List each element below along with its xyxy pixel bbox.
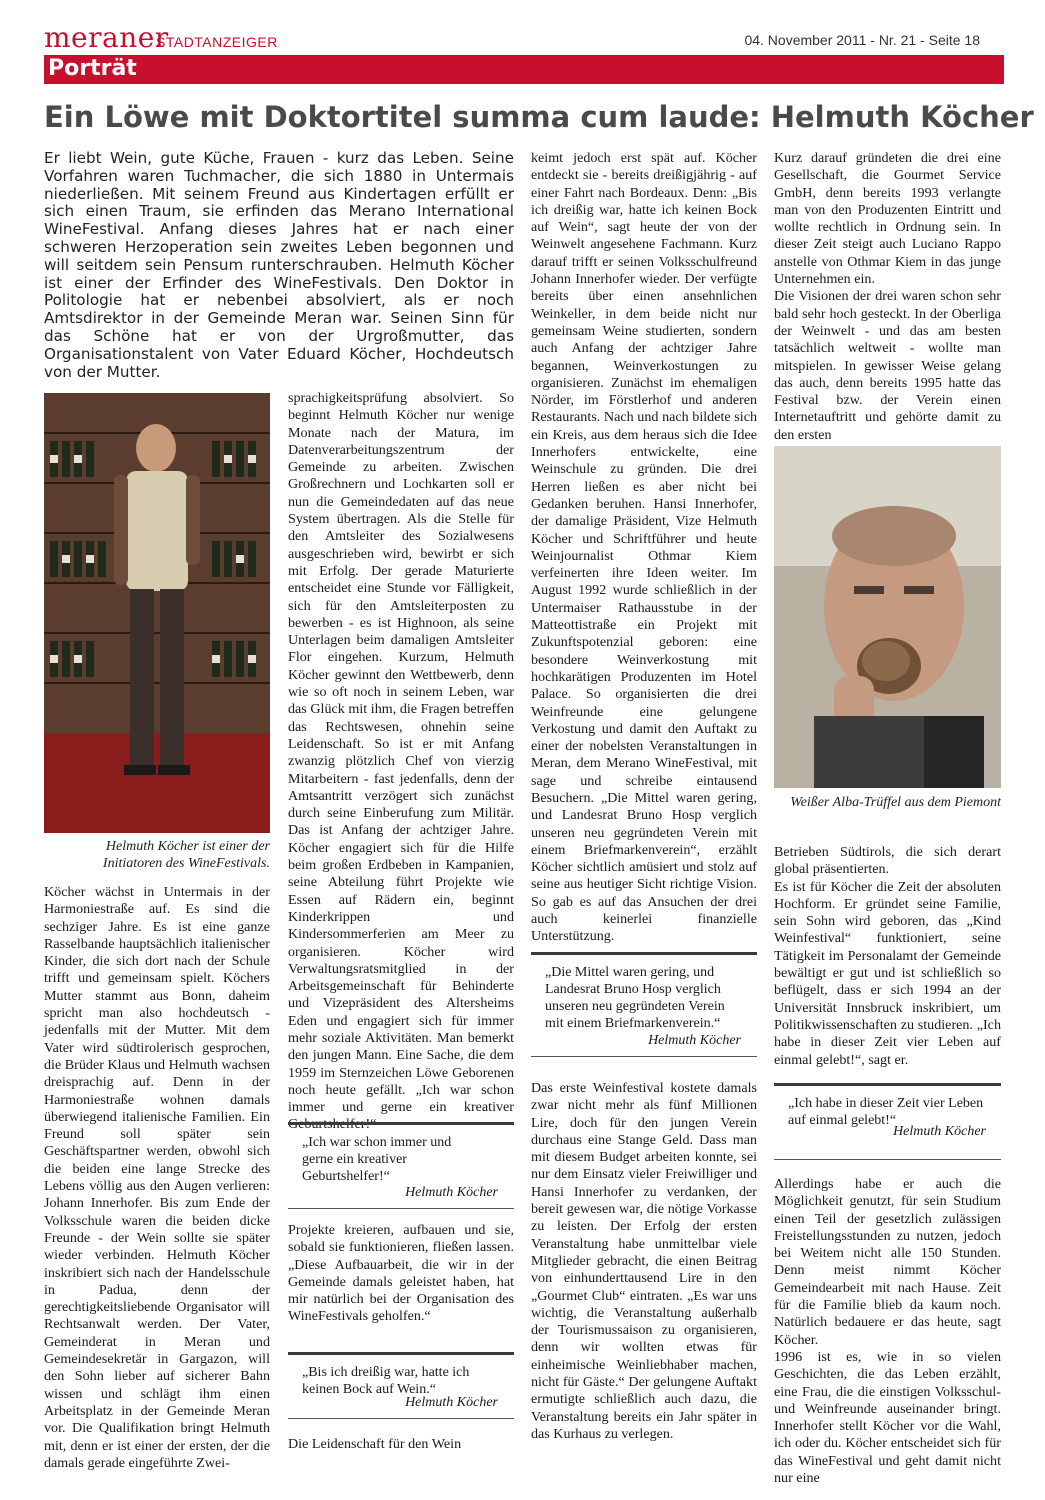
- quote-bottom-rule: [288, 1208, 514, 1209]
- quote-top-rule: [288, 1352, 514, 1355]
- photo-helmuth-wine-shop: [44, 393, 270, 833]
- headline: Ein Löwe mit Doktortitel summa cum laude: Helmuth Köcher: [44, 100, 1034, 134]
- article-column-2b: [288, 1222, 514, 1326]
- article-column-2: [288, 390, 514, 1134]
- photo-caption-right: Weißer Alba-Trüffel aus dem Piemont: [790, 795, 1001, 810]
- quote-bottom-rule: [288, 1418, 514, 1419]
- photo-truffle: [774, 446, 1001, 788]
- article-column-2c: [288, 1436, 514, 1453]
- col4-paragraph-1: Kurz darauf gründeten die drei eine Gesellschaft, die Gourmet Service GmbH, denn bereits 1993 verlangte man von den Produzenten Eintritt und wollte rechtlich in Ordnung sein. In dieser Zeit steigt auch Luciano Rappo anstelle von Othmar Kiem in das junge Unternehmen ein.: [774, 150, 1001, 288]
- col4-paragraph-3: Betrieben Südtirols, die sich derart global präsentierten.: [774, 844, 1001, 878]
- pull-quote-4: [774, 1083, 1001, 1173]
- pull-quote-1: [288, 1122, 514, 1212]
- quote-author: Helmuth Köcher: [405, 1395, 498, 1410]
- section-bar: [44, 55, 1004, 84]
- article-column-3: [531, 150, 757, 946]
- quote-bottom-rule: [774, 1159, 1001, 1160]
- article-column-4c: [774, 1176, 1001, 1487]
- quote-top-rule: [288, 1122, 514, 1125]
- quote-author: Helmuth Köcher: [405, 1185, 498, 1200]
- article-column-1: [44, 884, 270, 1472]
- col1-paragraph: Köcher wächst in Untermais in der Harmoniestraße auf. Es sind die sechziger Jahre. Es ist eine ganze Rasselbande hauptsächlich italienischer Kinder, die sich dort nach der Schule trifft und gemeinsam spielt. Köchers Mutter stammt aus Bonn, daheim spricht man also hochdeutsch - jedenfalls mit der Mutter. Mit dem Vater wird südtirolerisch gesprochen, die Brüder Klaus und Helmuth wachsen dreisprachig auf. Denn in der Harmoniestraße wohnen damals überwiegend italienische Familien. Ein Freund soll später sein Geschäftspartner werden, obwohl sich die beiden eine lange Strecke des Lebens völlig aus den Augen verlieren: Johann Innerhofer. Bis zum Ende der Volksschule waren die beiden dicke Freunde - der Wein sollte sie später wieder verbinden. Helmuth Köcher inskribiert sich nach der Handelsschule in Padua, denn der gerechtigkeitsliebende Organisator will Rechtsanwalt werden. Der Vater, Gemeinderat in Meran und Gemeindesekretär in Gargazon, will den Sohn lieber auf sicherer Bahn wissen und schlägt ihm einen Arbeitsplatz in der Gemeinde Meran vor. Die Qualifikation bringt Helmuth mit, denn er ist einer der ersten, der die damals gerade eingeführte Zwei-: [44, 884, 270, 1471]
- quote-author: Helmuth Köcher: [648, 1033, 741, 1048]
- col4-paragraph-2: Die Visionen der drei waren schon sehr bald sehr hoch gesteckt. In der Oberliga der Weinwelt - und das am besten tatsächlich weltweit - wollte man mitspielen. In gewisser Weise gelang das auch, denn bereits 1995 hatte das Festival bzw. der Verein einen Internetauftritt und gehörte damit zu den ersten: [774, 288, 1001, 443]
- quote-top-rule: [774, 1083, 1001, 1086]
- quote-text: „Ich habe in dieser Zeit vier Leben auf einmal gelebt!“: [788, 1096, 984, 1128]
- quote-bottom-rule: [531, 1056, 757, 1057]
- col2-paragraph-3: Die Leidenschaft für den Wein: [288, 1436, 462, 1452]
- quote-text: „Bis ich dreißig war, hatte ich keinen Bock auf Wein.“: [302, 1365, 470, 1397]
- quote-author: Helmuth Köcher: [893, 1124, 986, 1139]
- pull-quote-2: [288, 1352, 514, 1422]
- quote-text: „Ich war schon immer und gerne ein kreativer Geburtshelfer!“: [302, 1135, 452, 1184]
- article-column-4b: [774, 844, 1001, 1069]
- masthead-logo: meraner: [44, 21, 169, 54]
- lead-paragraph: Er liebt Wein, gute Küche, Frauen - kurz das Leben. Seine Vorfahren waren Tuchmacher, die sich 1880 in Untermais niederließen. Mit seinem Freund aus Kindertagen erfüllt er sich einen Traum, sie erfinden das Merano International WineFestival. Anfang dieses Jahres hat er nach einer schweren Herzoperation sein zweites Leben begonnen und will seitdem sein Pensum runterschrauben. Helmuth Köcher ist einer der Erfinder des WineFestivals. Den Doktor in Politologie hat er nebenbei absolviert, als er noch Amtsdirektor in der Gemeinde Meran war. Seinen Sinn für das Schöne hat er von der Urgroßmutter, das Organisationstalent von Vater Eduard Köcher, Hochdeutsch von der Mutter.: [44, 149, 514, 381]
- masthead: [44, 21, 1004, 54]
- col2-paragraph-2: Projekte kreieren, aufbauen und sie, sobald sie funktionieren, fließen lassen. „Diese Aufbauarbeit, die wir in der Gemeinde damals geleistet haben, hat mir natürlich bei der Organisation des WineFestivals geholfen.“: [288, 1222, 514, 1325]
- col4-paragraph-5: Allerdings habe er auch die Möglichkeit genutzt, für sein Studium einen Teil der gesetzlich zulässigen Freistellungsstunden zu nutzen, jedoch bei Weitem nicht alle 150 Stunden. Denn meist nimmt Köcher Gemeindearbeit mit nach Hause. Zeit für die Familie blieb da kaum noch. Natürlich bedauere er das heute, sagt Köcher.: [774, 1176, 1001, 1348]
- issue-info: 04. November 2011 - Nr. 21 - Seite 18: [744, 32, 980, 48]
- col3-paragraph-2: Das erste Weinfestival kostete damals zwar nicht mehr als fünf Millionen Lire, doch für den jungen Verein durchaus eine Stange Geld. Dass man mit diesem Budget arbeiten konnte, sei nur dem Einsatz vieler Freiwilliger und Hansi Innerhofer zu verdanken, der bereit gewesen war, die nötige Vorkasse zu leisten. Der Erfolg der ersten Veranstaltung habe unmittelbar viele Mitglieder gebracht, die einen Beitrag von einhunderttausend Lire in den „Gourmet Club“ eintraten. „Es war uns wichtig, die Veranstaltung außerhalb der Tourismussaison zu organisieren, denn wir wollten etwas für einheimische Weinliebhaber machen, nicht für Gäste.“ Der gelungene Auftakt ermutigte schließlich auch dazu, die Veranstaltung bereits ein Jahr später in das Kurhaus zu verlegen.: [531, 1080, 757, 1442]
- article-column-3b: [531, 1080, 757, 1443]
- col3-paragraph-1: keimt jedoch erst spät auf. Köcher entdeckt sie - bereits dreißigjährig - auf einer Fahrt nach Bordeaux. Denn: „Bis ich dreißig war, hatte ich keinen Bock auf Wein“, sagt heute der von der Weinwelt angesehene Fachmann. Kurz darauf trifft er seinen Volksschulfreund Johann Innerhofer wieder. Der verfügte bereits über einen ansehnlichen Weinkeller, in dem beide nicht nur gemeinsam Weine studierten, sondern auch Anfang der achtziger Jahre begannen, Weinverkostungen zu organisieren. Zunächst im ehemaligen Nörder, im Förstlerhof und anderen Restaurants. Nach und nach bildete sich ein Kreis, aus dem heraus sich die Idee Innerhofers entwickelte, eine Weinschule zu gründen. Die drei Herren ließen es aber nicht bei Gedanken beruhen. Hansi Innerhofer, der damalige Präsident, Vize Helmuth Köcher und Schriftführer und heute Weinjournalist Othmar Kiem verfeinerten ihre Ideen weiter. Im August 1992 wurde schließlich in der Untermaiser Rathausstube in der Matteottistraße ein Projekt mit Zukunftspotenzial geboren: eine besondere Weinverkostung mit hochkarätigen Produzenten im Hotel Palace. So organisierten die drei Weinfreunde eine gelungene Verkostung und damit den Auftakt zu einer der nobelsten Veranstaltungen in Meran, dem Merano WineFestival, mit sage und schreibe eintausend Besuchern. „Die Mittel waren gering, und Landesrat Bruno Hosp verglich unseren neu gegründeten Verein mit einem Briefmarkenverein“, erzählt Köcher sichtlich amüsiert und stolz auf seine aus heutiger Sicht richtige Vision. So gab es auf das Ansuchen der drei auch keinerlei finanzielle Unterstützung.: [531, 150, 757, 945]
- col4-paragraph-4: Es ist für Köcher die Zeit der absoluten Hochform. Er gründet seine Familie, sein Sohn wird geboren, das „Kind Weinfestival“ funktioniert, seine Tätigkeit im Personalamt der Gemeinde bewältigt er gut und ist schließlich so beflügelt, dass er sich 1994 an der Universität Innsbruck inskribiert, um Politikwissenschaften zu studieren. „Ich habe in dieser Zeit vier Leben auf einmal gelebt!“, sagt er.: [774, 878, 1001, 1068]
- col2-paragraph-1: sprachigkeitsprüfung absolviert. So beginnt Helmuth Köcher nur wenige Monate nach der Matura, im Datenverarbeitungszentrum der Gemeinde zu arbeiten. Zwischen Großrechnern und Lochkarten soll er nun die Gemeindedaten auf das neue System übertragen. Als die Stelle für den Amtsleiter des Sozialwesens ausgeschrieben wird, bewirbt er sich mit Erfolg. Der gerade Maturierte entscheidet eine Stunde vor Fälligkeit, sich für den Amtsleiterposten zu bewerben - es ist Highnoon, als seine Unterlagen beim damaligen Amtsleiter Flor eingehen. Kurzum, Helmuth Köcher gewinnt den Wettbewerb, denn wie so oft noch in seinem Leben, war das Glück mit ihm, die Fragen betreffen das Rechtswesen, ohnehin seine Leidenschaft. So ist er mit Anfang zwanzig plötzlich Chef von vierzig Mitarbeitern - fast jedenfalls, denn der Amtsantritt verzögert sich zunächst durch seine Einberufung zum Militär. Das ist Anfang der achtziger Jahre. Köcher engagiert sich für die Hilfe beim großen Erdbeben in Kampanien, seine Abteilung führt Projekte wie Essen auf Rädern ein, beginnt Kinderkrippen und Kindersommerferien am Meer zu organisieren. Köcher wird Verwaltungsratsmitglied in der Arbeitsgemeinschaft für Behinderte und Vizepräsident des Altersheims Eden und engagiert sich für immer mehr soziale Aktivitäten. Man bemerkt den jungen Mann. Eine Sache, die dem 1959 im Sternzeichen Löwe Geborenen noch heute gefällt. „Ich war schon immer und gerne ein kreativer: [288, 390, 514, 1116]
- article-column-4: [774, 150, 1001, 444]
- masthead-logo-sub: STADTANZEIGER: [156, 34, 278, 50]
- photo-caption-left: Helmuth Köcher ist einer der Initiatoren des WineFestivals.: [102, 839, 270, 871]
- section-label: Porträt: [48, 56, 137, 81]
- pull-quote-3: [531, 952, 757, 1062]
- quote-text: „Die Mittel waren gering, und Landesrat Bruno Hosp verglich unseren neu gegründeten Verein mit einem Briefmarkenverein.“: [545, 965, 725, 1031]
- col4-paragraph-6: 1996 ist es, wie in so vielen Geschichten, die das Leben erzählt, eine Frau, die die einstigen Volksschul- und Weinfreunde auseinander bringt. Innerhofer stellt Köcher vor die Wahl, ich oder du. Köcher entscheidet sich für das WineFestival und geht damit nicht nur eine: [774, 1348, 1001, 1487]
- quote-top-rule: [531, 952, 757, 955]
